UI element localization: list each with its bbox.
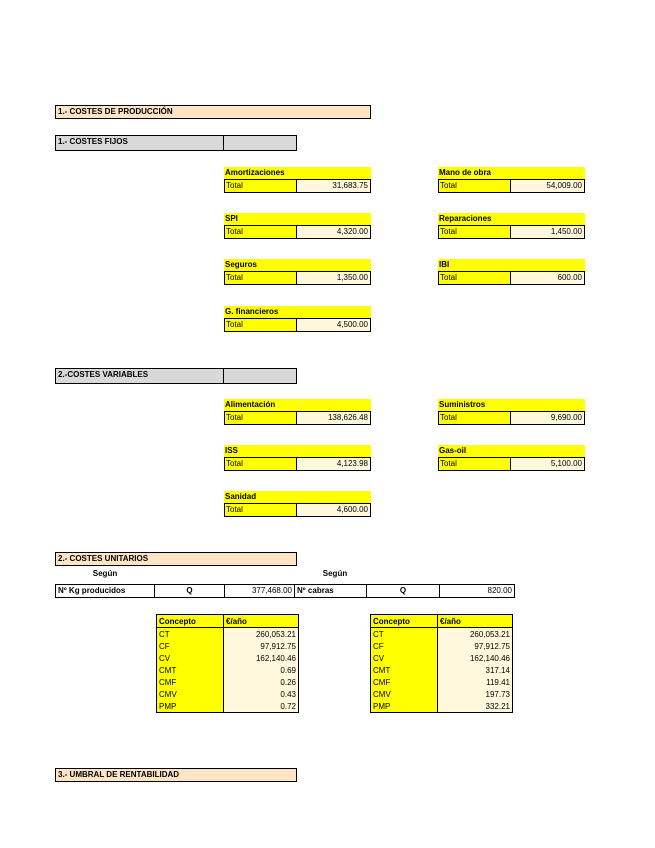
concept-label: CMT (371, 664, 438, 676)
q-label-right: Q (367, 584, 440, 598)
cost-box-value: 1,450.00 (510, 226, 584, 238)
quantity-row (55, 584, 515, 598)
cost-box-row-label: Total (225, 458, 296, 470)
cost-box-row-label: Total (225, 412, 296, 424)
cost-box-seguros (224, 259, 371, 285)
concept-value: 0.43 (224, 688, 299, 700)
cost-box-row-label: Total (439, 180, 510, 192)
cost-box-row-label: Total (439, 226, 510, 238)
cost-box-value: 4,600.00 (296, 504, 370, 516)
concept-value: 197.73 (438, 688, 513, 700)
cost-box-row-label: Total (225, 504, 296, 516)
cost-box-sanidad (224, 491, 371, 517)
concept-value: 260,053.21 (224, 628, 299, 641)
q-label-left: Q (155, 584, 225, 598)
costes-fijos-title: 1.- COSTES FIJOS (55, 135, 224, 151)
cost-box-g-financieros (224, 306, 371, 332)
costes-variables-header (55, 368, 297, 382)
cost-box-amortizaciones (224, 167, 371, 193)
cost-box-value: 54,009.00 (510, 180, 584, 192)
cost-box-label: SPI (224, 213, 371, 226)
cost-box-iss (224, 445, 371, 471)
cost-box-row-label: Total (225, 180, 296, 192)
concept-value: 0.72 (224, 700, 299, 713)
cost-box-spi (224, 213, 371, 239)
costes-fijos-header (55, 135, 297, 149)
section-costes-unitarios: 2.- COSTES UNITARIOS (55, 552, 297, 566)
cost-box-label: Gas-oil (438, 445, 585, 458)
segun-label-right: Según (322, 569, 348, 578)
header-concepto: Concepto (371, 615, 438, 628)
cost-box-ibi (438, 259, 585, 285)
concept-value: 260,053.21 (438, 628, 513, 641)
cost-box-row-label: Total (225, 272, 296, 284)
cost-box-value: 9,690.00 (510, 412, 584, 424)
cost-box-label: IBI (438, 259, 585, 272)
concept-label: CMV (371, 688, 438, 700)
cost-box-value: 5,100.00 (510, 458, 584, 470)
cost-box-label: Mano de obra (438, 167, 585, 180)
concept-value: 97,912.75 (438, 640, 513, 652)
concept-label: CT (371, 628, 438, 641)
section-costes-produccion: 1.- COSTES DE PRODUCCIÓN (55, 105, 371, 119)
concept-label: CF (371, 640, 438, 652)
cost-box-value: 138,626.48 (296, 412, 370, 424)
cost-box-value: 4,123.98 (296, 458, 370, 470)
cost-box-label: Alimentación (224, 399, 371, 412)
concept-label: CMT (157, 664, 224, 676)
cost-box-row-label: Total (439, 458, 510, 470)
concept-value: 332.21 (438, 700, 513, 713)
concept-label: PMP (371, 700, 438, 713)
q-value-right: 820.00 (440, 584, 515, 598)
concept-value: 0.69 (224, 664, 299, 676)
cost-box-row-label: Total (225, 319, 296, 331)
concept-value: 162,140.46 (224, 652, 299, 664)
cost-box-label: Seguros (224, 259, 371, 272)
concept-label: CT (157, 628, 224, 641)
cost-box-label: Amortizaciones (224, 167, 371, 180)
concept-label: CMF (157, 676, 224, 688)
cost-box-label: Suministros (438, 399, 585, 412)
cost-box-label: ISS (224, 445, 371, 458)
section-umbral-rentabilidad: 3.- UMBRAL DE RENTABILIDAD (55, 768, 297, 782)
concept-value: 119.41 (438, 676, 513, 688)
cost-box-mano-de-obra (438, 167, 585, 193)
cost-box-gas-oil (438, 445, 585, 471)
concept-label: CMV (157, 688, 224, 700)
cost-box-reparaciones (438, 213, 585, 239)
concept-value: 317.14 (438, 664, 513, 676)
concept-value: 0.26 (224, 676, 299, 688)
cost-box-alimentacion (224, 399, 371, 425)
unit-costs-table-left (156, 614, 299, 713)
cost-box-label: Reparaciones (438, 213, 585, 226)
cost-box-row-label: Total (225, 226, 296, 238)
cost-box-row-label: Total (439, 272, 510, 284)
costes-fijos-blank-cell (224, 135, 297, 151)
cost-box-value: 600.00 (510, 272, 584, 284)
concept-label: PMP (157, 700, 224, 713)
cabras-label: Nº cabras (295, 584, 367, 598)
header-eur-ano: €/año (438, 615, 513, 628)
cost-box-suministros (438, 399, 585, 425)
concept-value: 162,140.46 (438, 652, 513, 664)
concept-label: CV (371, 652, 438, 664)
cost-box-value: 31,683.75 (296, 180, 370, 192)
header-concepto: Concepto (157, 615, 224, 628)
costes-variables-title: 2.-COSTES VARIABLES (55, 368, 224, 384)
q-value-left: 377,468.00 (225, 584, 295, 598)
cost-box-label: Sanidad (224, 491, 371, 504)
unit-costs-table-right (370, 614, 513, 713)
concept-value: 97,912.75 (224, 640, 299, 652)
cost-box-label: G. financieros (224, 306, 371, 319)
cost-box-row-label: Total (439, 412, 510, 424)
cost-box-value: 4,500.00 (296, 319, 370, 331)
cost-box-value: 4,320.00 (296, 226, 370, 238)
segun-label-left: Según (92, 569, 118, 578)
kg-producidos-label: Nº Kg producidos (55, 584, 155, 598)
costes-variables-blank-cell (224, 368, 297, 384)
concept-label: CV (157, 652, 224, 664)
concept-label: CMF (371, 676, 438, 688)
concept-label: CF (157, 640, 224, 652)
header-eur-ano: €/año (224, 615, 299, 628)
cost-box-value: 1,350.00 (296, 272, 370, 284)
